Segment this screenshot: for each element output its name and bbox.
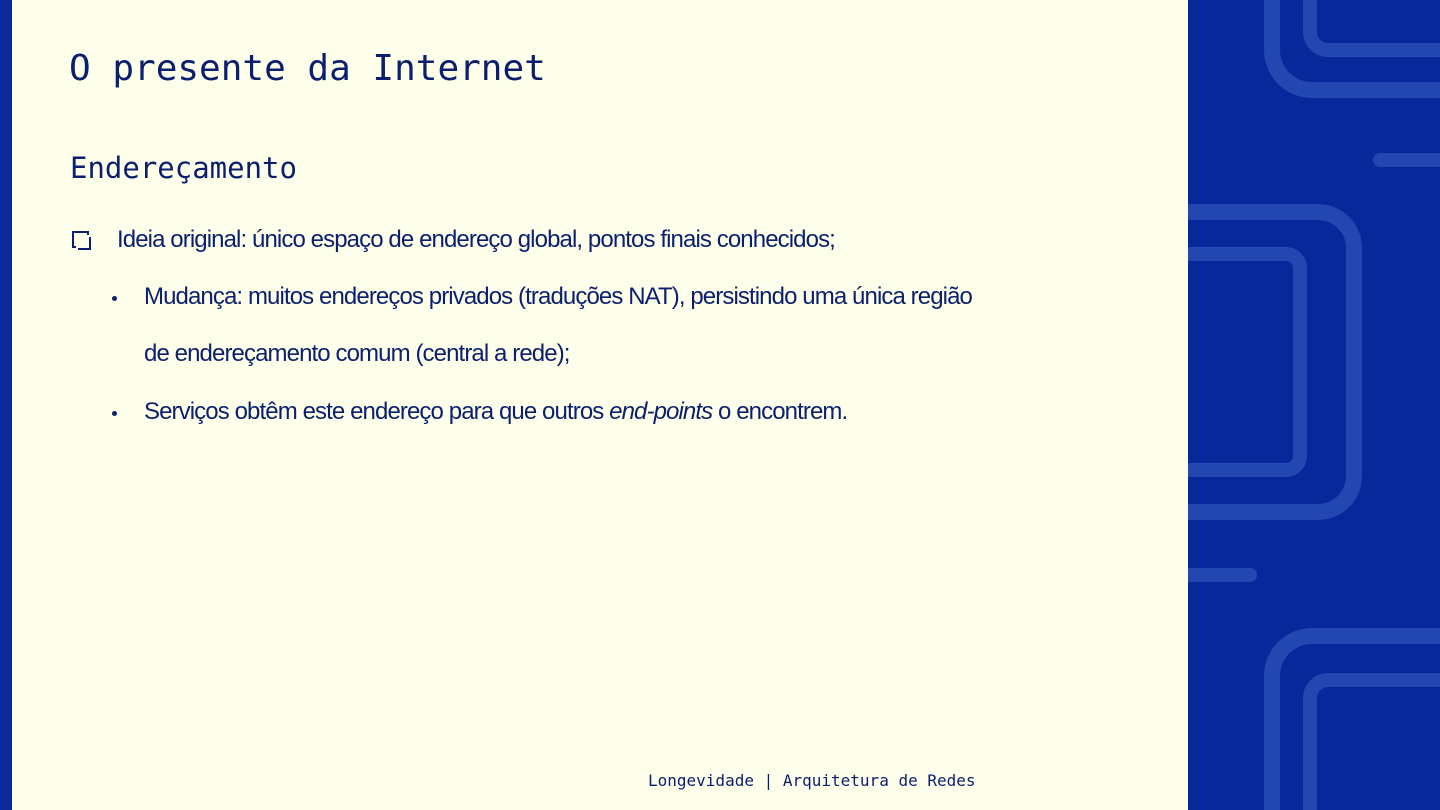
decorative-pattern [1188, 0, 1440, 810]
left-accent-bar [0, 0, 12, 810]
sub-bullet-2-text-after: o encontrem. [712, 398, 848, 425]
slide-title: O presente da Internet [69, 48, 546, 89]
sub-bullet-2 [144, 398, 847, 426]
checkbox-icon [72, 231, 89, 248]
sub-bullet-2-text-before: Serviços obtêm este endereço para que outros [144, 398, 610, 425]
sub-bullet-1-line-1: Mudança: muitos endereços privados (traduções NAT), persistindo uma única região [144, 283, 973, 310]
section-subtitle: Endereçamento [70, 151, 297, 185]
sub-bullet-1-line-2: de endereçamento comum (central a rede); [144, 340, 570, 367]
dot-icon [112, 411, 117, 416]
sub-bullet-2-italic-term: end-points [609, 398, 713, 425]
main-bullet-text: Ideia original: único espaço de endereço global, pontos finais conhecidos; [117, 226, 835, 253]
decorative-side-panel [1188, 0, 1440, 810]
slide-footer: Longevidade | Arquitetura de Redes [648, 771, 976, 790]
dot-icon [112, 296, 117, 301]
